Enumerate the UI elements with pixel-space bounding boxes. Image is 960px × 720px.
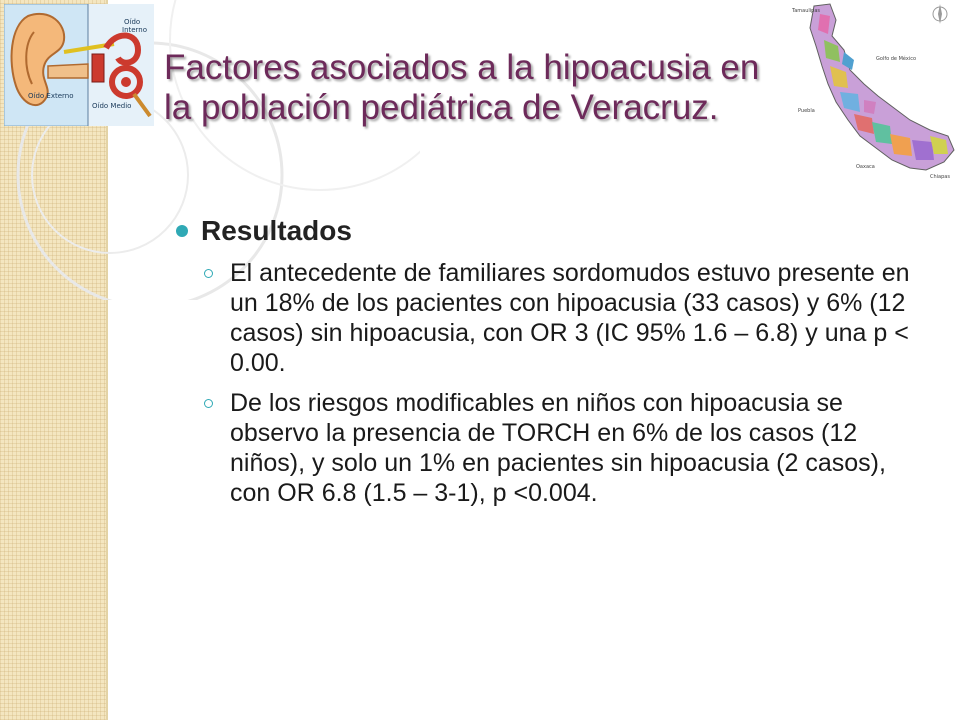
result-item-text: De los riesgos modificables en niños con hipoacusia se observo la presencia de TORCH en 6% de los casos (12 niños), y solo un 1% en pacientes sin hipoacusia (2 casos), con OR 6.8 (1.5 – 3-1), p <0.004. [230,389,886,507]
ear-label-outer: Oído Externo [28,92,74,100]
ear-label-inner-1: Oído [124,18,141,26]
ear-label-inner-2: Interno [122,26,148,34]
content-body [176,214,936,508]
title-line-2: la población pediátrica de Veracruz. [164,88,719,127]
map-label-chiapas: Chiapas [930,174,950,180]
result-item [204,388,930,508]
ring-bullet-icon [204,269,213,278]
result-item-text: El antecedente de familiares sordomudos estuvo presente en un 18% de los pacientes con hipoacusia (33 casos) y 6% (12 casos) sin hipoacusia, con OR 3 (IC 95% 1.6 – 6.8) y una p < 0.00. [230,259,910,377]
ear-anatomy-image [4,4,154,126]
bullet-dot-icon [176,225,188,237]
section-heading-text: Resultados [201,215,352,246]
slide-title [164,48,804,128]
ring-bullet-icon [204,399,213,408]
title-line-1: Factores asociados a la hipoacusia en [164,48,760,87]
section-heading [176,214,936,248]
map-label-oaxaca: Oaxaca [856,164,875,170]
veracruz-map-image [780,0,960,182]
map-label-puebla: Puebla [798,108,815,114]
map-label-golfo: Golfo de México [876,56,917,62]
map-label-tamaulipas: Tamaulipas [792,8,821,14]
result-item [204,258,930,378]
ear-label-middle: Oído Medio [92,102,132,110]
